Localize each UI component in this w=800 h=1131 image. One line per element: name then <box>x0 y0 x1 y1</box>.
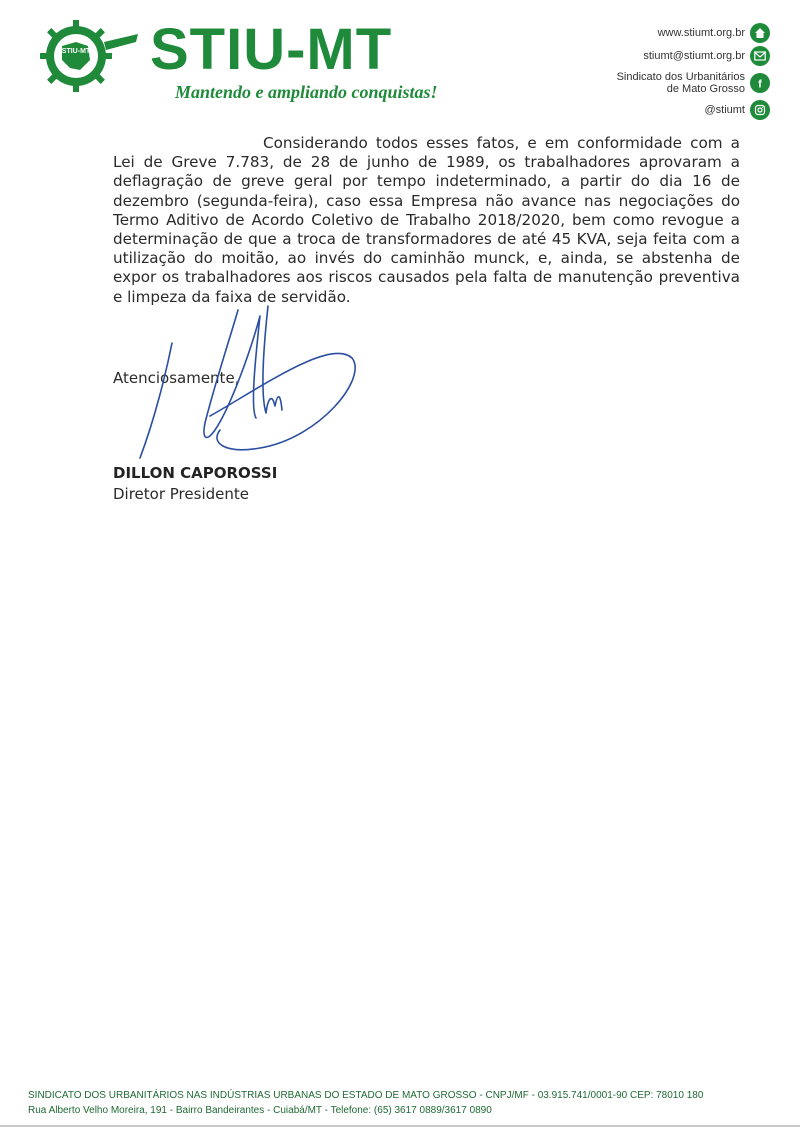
letterhead <box>0 0 800 125</box>
footer-divider <box>0 1125 800 1127</box>
contact-email-text: stiumt@stiumt.org.br <box>643 50 745 62</box>
contact-instagram-text: @stiumt <box>704 104 745 116</box>
svg-text:STIU-MT: STIU-MT <box>61 48 91 55</box>
signer-title: Diretor Presidente <box>113 485 249 503</box>
letter-body-text: Considerando todos esses fatos, e em conformidade com a Lei de Greve 7.783, de 28 de junho de 1989, os trabalhadores aprovaram a deflagração de greve geral por tempo indeterminado, a partir do dia 16 de dezembro (segunda-feira), caso essa Empresa não avance nas negociações do Termo Aditivo de Acordo Coletivo de Trabalho 2018/2020, bem como revogue a determinação de que a troca de transformadores de até 45 KVA, seja feita com a utilização do moitão, ao invés do caminhão munck, e, ainda, se abstenha de expor os trabalhadores aos riscos causados pela falta de manutenção preventiva e limpeza da faixa de servidão. <box>113 134 740 306</box>
contact-block <box>550 22 770 122</box>
contact-website[interactable] <box>550 22 770 44</box>
home-icon <box>750 23 770 43</box>
footer-address-line2: Rua Alberto Velho Moreira, 191 - Bairro Bandeirantes - Cuiabá/MT - Telefone: (65) 3617 0889/3617 0890 <box>28 1105 492 1116</box>
contact-instagram[interactable] <box>550 99 770 121</box>
contact-facebook-line2: de Mato Grosso <box>666 83 745 95</box>
brand-name: STIU-MT <box>150 17 393 82</box>
contact-website-text: www.stiumt.org.br <box>657 27 745 39</box>
footer <box>28 1088 788 1118</box>
gear-logo-icon <box>40 20 140 92</box>
svg-text:f: f <box>758 78 762 89</box>
letter-closing: Atenciosamente, <box>113 369 240 387</box>
facebook-icon <box>750 73 770 93</box>
signer-name: DILLON CAPOROSSI <box>113 464 278 482</box>
instagram-icon <box>750 100 770 120</box>
handwritten-signature <box>110 298 370 468</box>
letter-body <box>113 134 740 307</box>
contact-facebook-line1: Sindicato dos Urbanitários <box>616 71 745 83</box>
envelope-icon <box>750 46 770 66</box>
footer-address-line1: SINDICATO DOS URBANITÁRIOS NAS INDÚSTRIAS URBANAS DO ESTADO DE MATO GROSSO - CNPJ/MF - 03.915.741/0001-90 CEP: 78010 180 <box>28 1090 704 1101</box>
brand-slogan: Mantendo e ampliando conquistas! <box>175 82 438 102</box>
contact-facebook[interactable] <box>550 68 770 98</box>
contact-email[interactable] <box>550 45 770 67</box>
